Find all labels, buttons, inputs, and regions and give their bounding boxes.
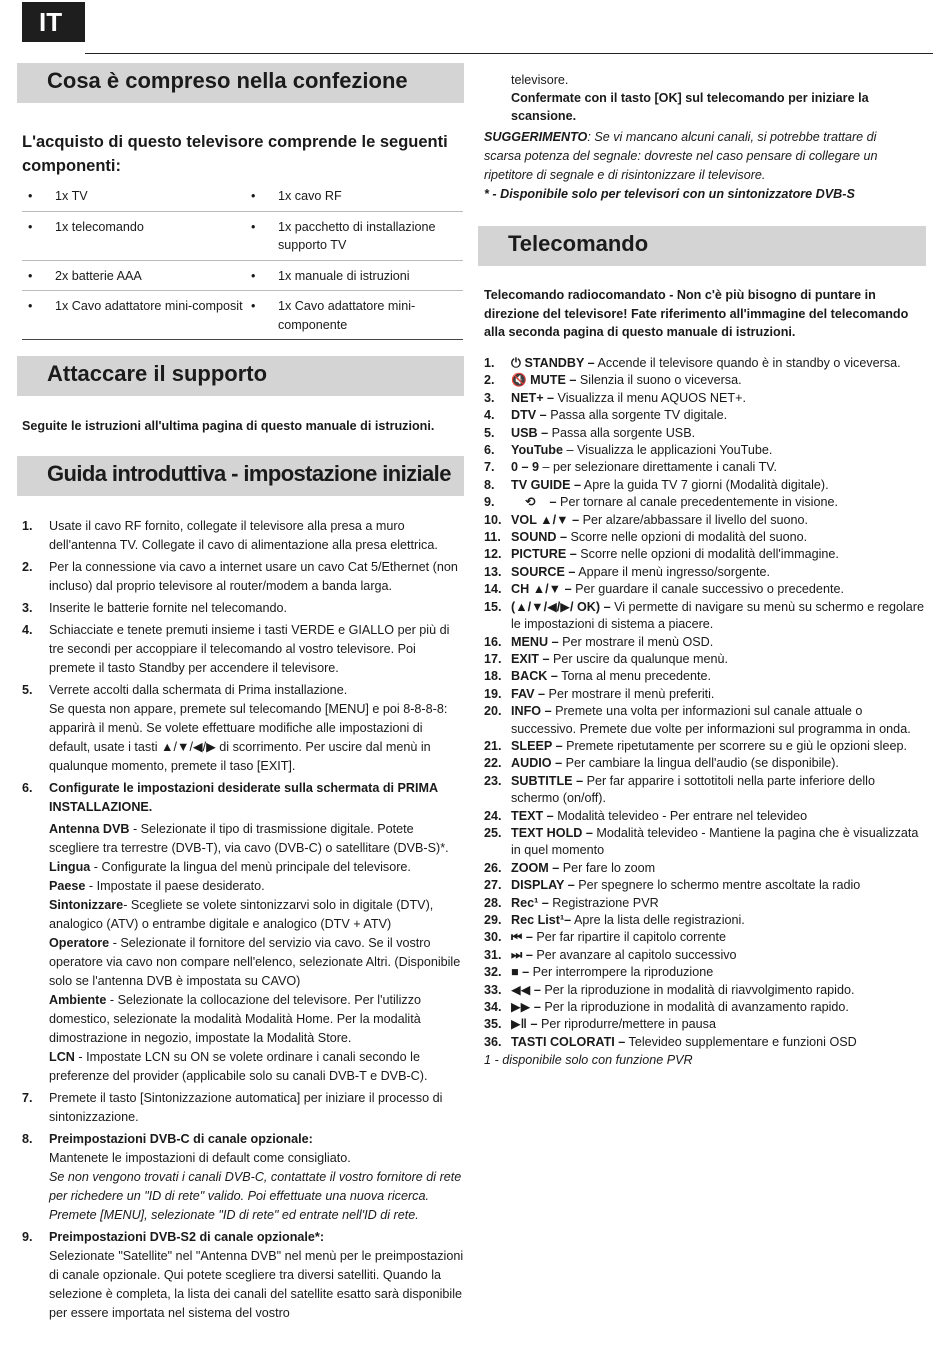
setting-item: Operatore - Selezionate il fornitore del servizio via cavo. Se il vostro operatore via cavo non compare nell'elenco, selezionate Altri. (Disponibile solo se l'antenna DVB è impostata su CAVO) — [49, 936, 461, 988]
dvbs-note: * - Disponibile solo per televisori con un sintonizzatore DVB-S — [484, 187, 855, 201]
remote-button-item: 4. DTV – Passa alla sorgente TV digitale. — [484, 408, 728, 423]
remote-button-item: 33. ◀◀ – Per la riproduzione in modalità di riavvolgimento rapido. — [484, 982, 855, 997]
remote-button-item: 13. SOURCE – Appare il menù ingresso/sorgente. — [484, 564, 771, 579]
section-title-remote: Telecomando — [508, 231, 649, 256]
step-8: 8. Preimpostazioni DVB-C di canale opzionale: Mantenete le impostazioni di default come consigliato. Se non vengono trovati i canali DVB-C, contattate il vostro fornitore di rete per richedere un "ID di rete" valido. Poi effettuate una nuova ricerca. Premete [MENU], selezionate "ID di rete" ed entrate nell'ID di rete. — [22, 1132, 462, 1222]
remote-button-item: 29. Rec List¹– Apre la lista delle registrazioni. — [484, 913, 745, 927]
step-3: 3. Inserite le batterie fornite nel telecomando. — [22, 601, 288, 615]
package-row — [22, 211, 463, 260]
remote-button-item: 36. TASTI COLORATI – Televideo supplementare e funzioni OSD — [484, 1034, 857, 1049]
package-row — [22, 260, 463, 291]
pvr-footnote: 1 - disponibile solo con funzione PVR — [484, 1053, 693, 1067]
setting-item: Lingua - Configurate la lingua del menù principale del televisore. — [49, 860, 411, 874]
remote-button-item: 10. VOL ▲/▼ – Per alzare/abbassare il livello del suono. — [484, 512, 809, 527]
remote-button-item: 27. DISPLAY – Per spegnere lo schermo mentre ascoltate la radio — [484, 878, 861, 893]
package-item: 1x Cavo adattatore mini-componente — [278, 291, 463, 340]
remote-button-item: 12. PICTURE – Scorre nelle opzioni di modalità dell'immagine. — [484, 547, 839, 562]
continued-text: televisore. Confermate con il tasto [OK] sul telecomando per iniziare la scansione. — [511, 73, 869, 123]
remote-button-item: 22. AUDIO – Per cambiare la lingua dell'audio (se disponibile). — [484, 756, 839, 771]
remote-button-item: 28. Rec¹ – Registrazione PVR — [484, 895, 659, 910]
remote-button-item: 23. SUBTITLE – Per far apparire i sottotitoli nella parte inferiore dello schermo (on/off). — [484, 773, 875, 806]
section-header-stand — [17, 356, 464, 396]
remote-button-item: 31. ⏭ – Per avanzare al capitolo successivo — [484, 947, 737, 962]
remote-button-item: 14. CH ▲/▼ – Per guardare il canale successivo o precedente. — [484, 582, 844, 597]
remote-button-item: 11. SOUND – Scorre nelle opzioni di modalità del suono. — [484, 530, 808, 545]
remote-button-item: 21. SLEEP – Premete ripetutamente per scorrere su e giù le opzioni sleep. — [484, 738, 907, 753]
setting-item: Ambiente - Selezionate la collocazione del televisore. Per l'utilizzo domestico, selezionate la modalità Modalità Home. Per la modalità dimostrazione in negozio, impostate la Modalità Store. — [49, 993, 422, 1045]
stand-instructions: Seguite le istruzioni all'ultima pagina di questo manuale di istruzioni. — [22, 419, 435, 433]
step-9: 9. Preimpostazioni DVB-S2 di canale opzionale*: Selezionate "Satellite" nel "Antenna DVB" nel menù per le preimpostazioni di canale opzionale. Qui potete scegliere tra diversi satelliti. Quando la selezione è completa, la lista dei canali del satellite esatto sarà disponibile per essere importata nel sistema del vostro — [22, 1230, 464, 1320]
package-row — [22, 291, 463, 340]
remote-button-item: 6. YouTube – Visualizza le applicazioni YouTube. — [484, 443, 773, 458]
remote-button-item: 3. NET+ – Visualizza il menu AQUOS NET+. — [484, 390, 746, 405]
bullet: • — [245, 291, 278, 340]
remote-button-item: 19. FAV – Per mostrare il menù preferiti. — [484, 686, 715, 701]
bullet: • — [245, 260, 278, 291]
remote-button-item: 17. EXIT – Per uscire da qualunque menù. — [484, 651, 729, 666]
step-4: 4. Schiacciate e tenete premuti insieme i tasti VERDE e GIALLO per più di tre secondi per accoppiare il telecomando al vostro televisore. Poi premete il tasto Standby per accendere il televisore. — [22, 623, 450, 675]
section-header-package — [17, 63, 464, 103]
section-title-package: Cosa è compreso nella confezione — [47, 68, 408, 93]
remote-button-item: 9. ⟲ – Per tornare al canale precedentemente in visione. — [484, 495, 838, 510]
setup-steps — [22, 517, 464, 1326]
remote-button-item: 2. 🔇 MUTE – Silenzia il suono o viceversa. — [484, 373, 742, 388]
remote-button-item: 26. ZOOM – Per fare lo zoom — [484, 860, 656, 875]
section-header-remote — [478, 226, 926, 266]
section-title-setup: Guida introduttiva - impostazione iniziale — [47, 461, 451, 486]
setting-item: Sintonizzare- Scegliete se volete sintonizzarvi solo in digitale (DTV), analogico (ATV) o entrambe digitale e analogico (DTV + ATV) — [49, 898, 434, 931]
top-rule — [85, 53, 933, 54]
language-badge: IT — [22, 2, 85, 42]
package-item: 1x pacchetto di installazione supporto TV — [278, 211, 463, 260]
step-1: 1. Usate il cavo RF fornito, collegate il televisore alla presa a muro dell'antenna TV. Collegate il cavo di alimentazione alla presa elettrica. — [22, 519, 438, 552]
step-2: 2. Per la connessione via cavo a internet usare un cavo Cat 5/Ethernet (non incluso) dal proprio televisore al router/modem a banda larga. — [22, 560, 458, 593]
remote-button-item: 8. TV GUIDE – Apre la guida TV 7 giorni (Modalità digitale). — [484, 477, 829, 492]
package-item: 1x TV — [55, 181, 245, 211]
step-6: 6. Configurate le impostazioni desiderate sulla schermata di PRIMA INSTALLAZIONE. Antenna DVB - Selezionate il tipo di trasmissione digitale. Potete scegliere tra terrestre (DVB-T), via cavo (DVB-C) o satellitare (DVB-S)*. Lingua - Configurate la lingua del menù principale del televisore. Paese - Impostate il paese desiderato. Sintonizzare- Scegliete se volete sintonizzarvi solo in digitale (DTV), analogico (ATV) o entrambe digitale e analogico (DTV + ATV) Operatore - Selezionate il fornitore del servizio via cavo. Se il vostro operatore via cavo non compare nell'elenco, selezionate Altri. (Disponibile solo se l'antenna DVB è impostata su CAVO) Ambiente - Selezionate la collocazione del televisore. Per l'utilizzo domestico, selezionate la modalità Modalità Home. Per la modalità dimostrazione in negozio, impostate la Modalità Store. LCN - Impostate LCN su ON se volete ordinare i canali secondo le preferenze del provider (applicabile solo su canali DVB-T e DVB-C). — [22, 779, 464, 1086]
remote-button-item: 20. INFO – Premete una volta per informazioni sul canale attuale o successivo. Premete due volte per informazioni sul programma in onda. — [484, 704, 911, 736]
bullet: • — [22, 181, 55, 211]
setting-item: Paese - Impostate il paese desiderato. — [49, 879, 265, 893]
bullet: • — [22, 291, 55, 340]
remote-button-item: 16. MENU – Per mostrare il menù OSD. — [484, 634, 714, 649]
bullet: • — [22, 211, 55, 260]
remote-button-item: 18. BACK – Torna al menu precedente. — [484, 669, 711, 684]
remote-button-item: 30. ⏮ – Per far ripartire il capitolo corrente — [484, 930, 727, 945]
remote-button-item: 25. TEXT HOLD – Modalità televideo - Mantiene la pagina che è visualizzata in quel momento — [484, 825, 919, 858]
bullet: • — [22, 260, 55, 291]
first-install-settings — [49, 820, 464, 1086]
package-table — [22, 181, 463, 340]
package-subtitle: L'acquisto di questo televisore comprende le seguenti componenti: — [22, 133, 448, 175]
bullet: • — [245, 181, 278, 211]
remote-button-item: 24. TEXT – Modalità televideo - Per entrare nel televideo — [484, 808, 808, 823]
section-title-stand: Attaccare il supporto — [47, 361, 268, 386]
remote-buttons-list — [484, 355, 926, 1051]
remote-button-item: 32. ■ – Per interrompere la riproduzione — [484, 965, 714, 980]
package-item: 1x Cavo adattatore mini-composit — [55, 291, 245, 340]
section-header-setup — [17, 456, 464, 496]
package-item: 1x cavo RF — [278, 181, 463, 211]
step-5: 5. Verrete accolti dalla schermata di Prima installazione. Se questa non appare, premete sul telecomando [MENU] e poi 8-8-8-8: apparirà il menù. Se volete effettuare modifiche alle impostazioni di default, usate i tasti ▲/▼/◀/▶ di scorrimento. Per uscire dal menù in qualunque momento, premete il taso [EXIT]. — [22, 683, 448, 773]
bullet: • — [245, 211, 278, 260]
step-7: 7. Premete il tasto [Sintonizzazione automatica] per iniziare il processo di sintonizzazione. — [22, 1091, 443, 1124]
package-item: 1x telecomando — [55, 211, 245, 260]
setting-item: Antenna DVB - Selezionate il tipo di trasmissione digitale. Potete scegliere tra terrestre (DVB-T), via cavo (DVB-C) o satellitare (DVB-S)*. — [49, 822, 449, 855]
package-row — [22, 181, 463, 211]
remote-button-item: 7. 0 – 9 – per selezionare direttamente i canali TV. — [484, 460, 778, 475]
remote-button-item: 15. (▲/▼/◀/▶/ OK) – Vi permette di navigare su menù su schermo e regolare le impostazioni di sistema a piacere. — [484, 599, 924, 632]
remote-intro: Telecomando radiocomandato - Non c'è più bisogno di puntare in direzione del televisore! Fate riferimento all'immagine del telecomando alla seconda pagina di questo manuale di istruzioni. — [484, 288, 909, 339]
tip: SUGGERIMENTO: Se vi mancano alcuni canali, si potrebbe trattare di scarsa potenza del segnale: dovreste nel caso pensare di collegare un ripetitore di segnale e di risintonizzare il televisore. — [484, 130, 878, 182]
setting-item: LCN - Impostate LCN su ON se volete ordinare i canali secondo le preferenze del provider (applicabile solo su canali DVB-T e DVB-C). — [49, 1050, 428, 1083]
package-item: 1x manuale di istruzioni — [278, 260, 463, 291]
package-item: 2x batterie AAA — [55, 260, 245, 291]
remote-button-item: 5. USB – Passa alla sorgente USB. — [484, 425, 696, 440]
remote-button-item: 34. ▶▶ – Per la riproduzione in modalità di avanzamento rapido. — [484, 1000, 849, 1015]
remote-button-item: 1. ⏻ STANDBY – Accende il televisore quando è in standby o viceversa. — [484, 356, 901, 370]
remote-button-item: 35. ▶‖ – Per riprodurre/mettere in pausa — [484, 1017, 716, 1032]
